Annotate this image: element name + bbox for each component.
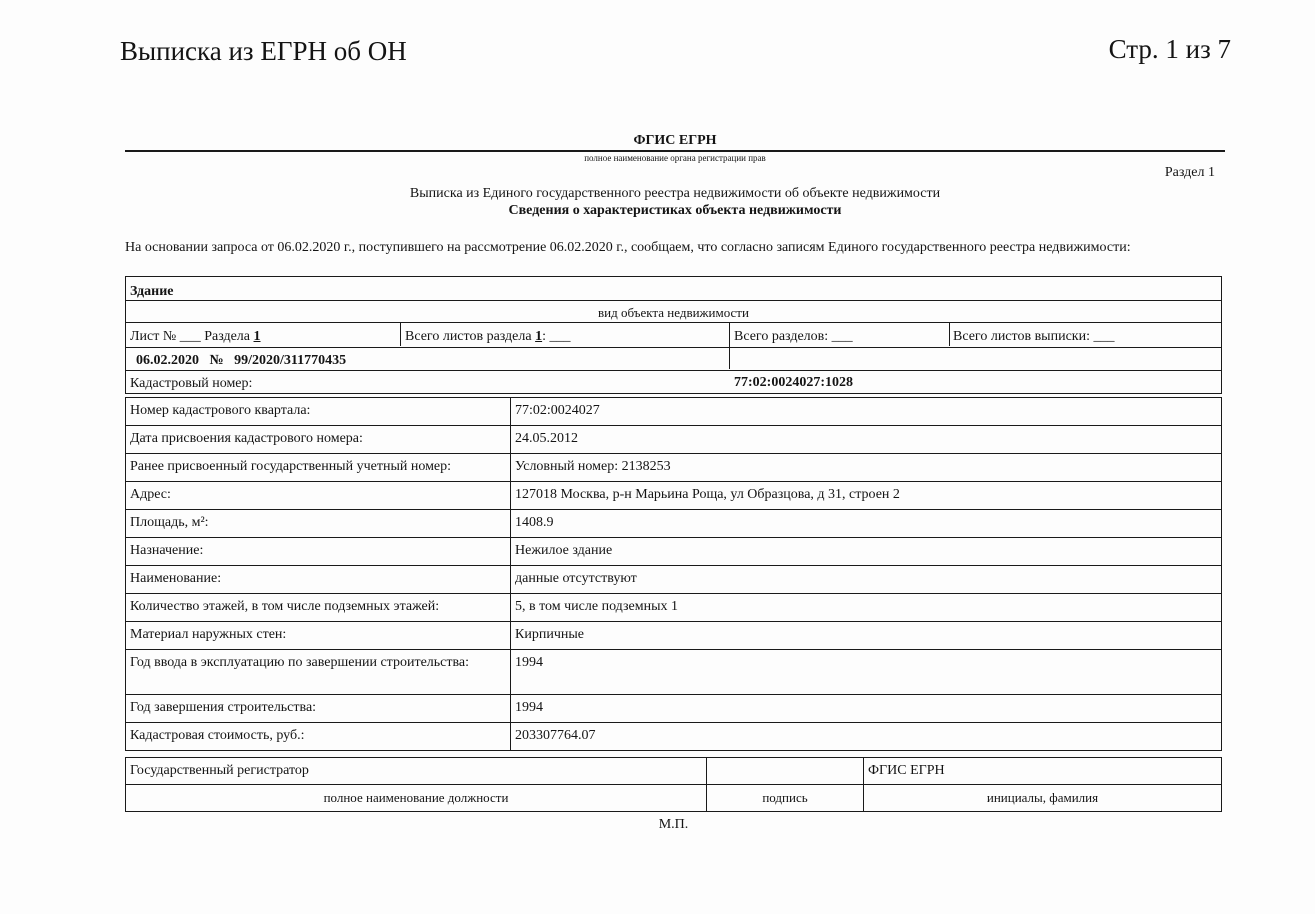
table-row [126, 426, 1222, 454]
signature-caption: подпись [707, 785, 864, 812]
property-value: данные отсутствуют [511, 566, 1222, 594]
section-number: 1 [253, 329, 261, 344]
property-value: Кирпичные [511, 622, 1222, 650]
extract-number-label: № [209, 353, 224, 368]
property-label: Год ввода в эксплуатацию по завершении строительства: [126, 650, 511, 695]
signature-table [125, 757, 1222, 812]
extract-number: 99/2020/311770435 [234, 353, 347, 368]
property-label: Кадастровая стоимость, руб.: [126, 723, 511, 751]
total-extract-sheets-field [953, 329, 1114, 345]
object-type-caption: вид объекта недвижимости [598, 305, 749, 320]
property-label: Адрес: [126, 482, 511, 510]
property-value: 24.05.2012 [511, 426, 1222, 454]
extract-date: 06.02.2020 [136, 353, 199, 368]
property-label: Наименование: [126, 566, 511, 594]
cadastral-number-value: 77:02:0024027:1028 [734, 375, 853, 390]
name-caption: инициалы, фамилия [864, 785, 1222, 812]
signature-caption-row [126, 785, 1222, 812]
section-prefix: Раздела [204, 329, 251, 344]
object-header-block [125, 276, 1222, 394]
table-row [126, 566, 1222, 594]
property-label: Площадь, м²: [126, 510, 511, 538]
stamp-placeholder: М.П. [658, 817, 689, 832]
property-value: 203307764.07 [511, 723, 1222, 751]
total-sections-label: Всего разделов: [734, 329, 829, 344]
position-caption: полное наименование должности [126, 785, 707, 812]
property-label: Количество этажей, в том числе подземных этажей: [126, 594, 511, 622]
property-value: Условный номер: 2138253 [511, 454, 1222, 482]
property-value: 1994 [511, 650, 1222, 695]
total-sections-blank: ___ [831, 329, 853, 344]
total-sheets-value: 1 [535, 329, 543, 344]
total-sheets-suffix: : ___ [542, 329, 571, 344]
property-value: 1408.9 [511, 510, 1222, 538]
property-label: Номер кадастрового квартала: [126, 398, 511, 426]
property-value: 77:02:0024027 [511, 398, 1222, 426]
registrar-signature [707, 758, 864, 785]
total-extract-sheets-label: Всего листов выписки: [953, 329, 1090, 344]
table-row [126, 622, 1222, 650]
total-sheets-label: Всего листов раздела [405, 329, 532, 344]
table-row [126, 723, 1222, 751]
sheet-number-field [130, 329, 261, 345]
sheet-number-label: Лист № [130, 329, 177, 344]
table-row [126, 594, 1222, 622]
table-row [126, 454, 1222, 482]
registrar-position: Государственный регистратор [126, 758, 707, 785]
table-row [126, 398, 1222, 426]
intro-text: На основании запроса от 06.02.2020 г., поступившего на рассмотрение 06.02.2020 г., сообщаем, что согласно записям Единого государственного реестра недвижимости: [125, 240, 1131, 255]
properties-table [125, 397, 1222, 751]
extract-date-number [136, 353, 346, 369]
total-sections-field [734, 329, 853, 345]
document-heading-line1: Выписка из Единого государственного реестра недвижимости об объекте недвижимости [409, 186, 941, 201]
property-value: 5, в том числе подземных 1 [511, 594, 1222, 622]
authority-caption: полное наименование органа регистрации прав [584, 153, 766, 163]
property-label: Назначение: [126, 538, 511, 566]
sheet-number-blank: ___ [179, 329, 201, 344]
page-title: Выписка из ЕГРН об ОН [120, 36, 407, 66]
section-label: Раздел 1 [1164, 165, 1215, 180]
table-row [126, 482, 1222, 510]
table-row [126, 695, 1222, 723]
table-row [126, 650, 1222, 695]
property-value: 127018 Москва, р-н Марьина Роща, ул Образцова, д 31, строен 2 [511, 482, 1222, 510]
signature-row [126, 758, 1222, 785]
registrar-name: ФГИС ЕГРН [864, 758, 1222, 785]
object-type: Здание [130, 284, 174, 299]
table-row [126, 538, 1222, 566]
document-heading-line2: Сведения о характеристиках объекта недвижимости [508, 203, 842, 218]
property-value: 1994 [511, 695, 1222, 723]
page-number: Стр. 1 из 7 [1108, 34, 1231, 64]
total-sheets-field [405, 329, 571, 345]
authority-name: ФГИС ЕГРН [633, 133, 717, 148]
table-row [126, 510, 1222, 538]
property-label: Год завершения строительства: [126, 695, 511, 723]
property-value: Нежилое здание [511, 538, 1222, 566]
property-label: Ранее присвоенный государственный учетный номер: [126, 454, 511, 482]
property-label: Дата присвоения кадастрового номера: [126, 426, 511, 454]
cadastral-number-label: Кадастровый номер: [130, 376, 253, 391]
document-heading [125, 185, 1225, 219]
total-extract-sheets-blank: ___ [1093, 329, 1115, 344]
authority-underline [125, 150, 1225, 152]
property-label: Материал наружных стен: [126, 622, 511, 650]
